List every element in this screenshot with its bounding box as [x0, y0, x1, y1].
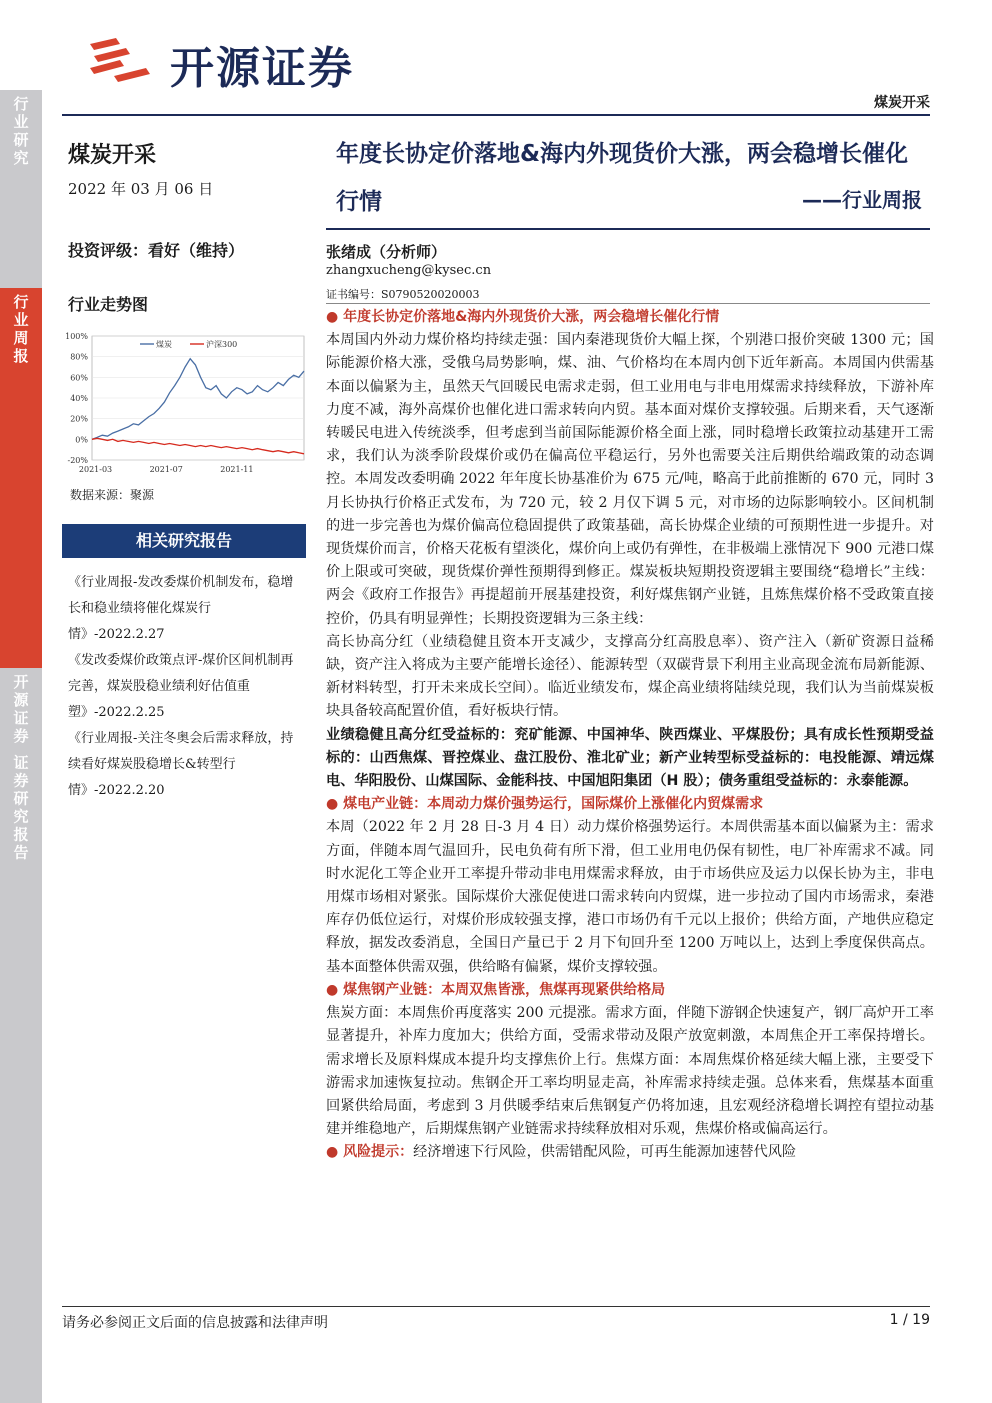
legend-label: 煤炭 [156, 340, 172, 349]
related-reports-title: 相关研究报告 [62, 524, 306, 558]
report-subtitle: ——行业周报 [802, 188, 922, 212]
industry-name: 煤炭开采 [68, 143, 157, 168]
y-tick-label: 0% [75, 435, 88, 445]
risk-section: ● 风险提示：经济增速下行风险，供需错配风险，可再生能源加速替代风险 [326, 1144, 797, 1161]
section-heading: ● 煤电产业链：本周动力煤价强势运行，国际煤价上涨催化内贸煤需求 [326, 796, 764, 813]
section-heading: ● 年度长协定价落地&海内外现货价大涨，两会稳增长催化行情 [326, 309, 720, 325]
footer-disclaimer: 请务必参阅正文后面的信息披露和法律声明 [62, 1315, 328, 1331]
analyst-email[interactable]: zhangxucheng@kysec.cn [326, 263, 492, 278]
report-title: 年度长协定价落地&海内外现货价大涨，两会稳增长催化行情 [336, 141, 909, 215]
side-strip-weekly: 行业周报 [0, 288, 42, 668]
x-tick-label: 2021-11 [220, 465, 254, 474]
y-tick-label: 80% [70, 352, 88, 362]
chart-source: 数据来源：聚源 [70, 488, 155, 502]
title-rule [326, 228, 930, 230]
y-tick-label: 100% [65, 332, 88, 341]
industry-trend-chart [60, 326, 310, 482]
related-reports-list [68, 570, 304, 804]
y-tick-label: 40% [70, 394, 88, 403]
section-paragraph: 本周（2022 年 2 月 28 日-3 月 4 日）动力煤价格强势运行。本周供需基本面以偏紧为主：需求方面，伴随本周气温回升，民电负荷有所下滑，但工业用电仍保有韧性，电厂补库需求不减。同时水泥化工等企业开工率提升带动非电用煤需求释放，由于市场供应及运力以保长协为主，非电用煤市场相对紧张。国际煤价大涨促使进口需求转向内贸煤，进一步拉动了国内市场需求，秦港库存仍低位运行，对煤价形成较强支撑，港口市场仍有千元以上报价；供给方面，产地供应稳定释放，据发改委消息，全国日产量已于 2 月下旬回升至 1200 万吨以上，达到上季度保供高点。基本面整体供需双强，供给略有偏紧，煤价支撑较强。 [326, 819, 934, 975]
header-rule [62, 114, 930, 116]
related-report-item[interactable]: 《行业周报-发改委煤价机制发布，稳增长和稳业绩将催化煤炭行情》-2022.2.27 [68, 575, 294, 642]
risk-text: 经济增速下行风险，供需错配风险，可再生能源加速替代风险 [413, 1144, 797, 1161]
report-date: 2022 年 03 月 06 日 [68, 180, 214, 198]
y-tick-label: 20% [70, 414, 88, 424]
section-paragraph: 焦炭方面：本周焦价再度落实 200 元提涨。需求方面，伴随下游钢企快速复产，钢厂高炉开工率显著提升，补库力度加大；供给方面，受需求带动及限产放宽刺激，本周焦企开工率保持增长。需求增长及原料煤成本提升均支撑焦价上行。焦煤方面：本周焦煤价格延续大幅上涨，主要受下游需求加速恢复拉动。焦钢企开工率均明显走高，补库需求持续走强。总体来看，焦煤基本面重回紧供给局面，考虑到 3 月供暖季结束后焦钢复产仍将加速，且宏观经济稳增长调控有望拉动基建并维稳地产，后期煤焦钢产业链需求持续释放相对乐观，焦煤价格或偏高运行。 [326, 1005, 934, 1138]
x-tick-label: 2021-03 [78, 465, 113, 474]
legend-label: 沪深300 [206, 340, 238, 349]
related-report-item[interactable]: 《行业周报-关注冬奥会后需求释放，持续看好煤炭股稳增长&转型行情》-2022.2.20 [68, 731, 294, 798]
side-strip-research: 行业研究 [0, 90, 42, 288]
section-paragraph: 高长协高分红（业绩稳健且资本开支减少，支撑高分红高股息率）、资产注入（新矿资源日益稀缺，资产注入将成为主要产能增长途径）、能源转型（双碳背景下利用主业高现金流布局新能源、新材料转型，打开未来成长空间）。临近业绩发布，煤企高业绩将陆续兑现，我们认为当前煤炭板块具备较高配置价值，看好板块行情。 [326, 633, 934, 720]
analyst-name: 张绪成（分析师） [326, 243, 447, 261]
cert-rule [326, 303, 930, 304]
y-tick-label: -20% [67, 456, 88, 465]
trend-chart-title: 行业走势图 [68, 295, 149, 314]
analyst-cert: 证书编号：S0790520020003 [326, 288, 480, 301]
header-category: 煤炭开采 [874, 95, 930, 111]
series-line-煤炭 [92, 359, 304, 440]
footer-rule [62, 1306, 930, 1307]
series-line-沪深300 [92, 438, 304, 454]
related-report-item[interactable]: 《发改委煤价政策点评-煤价区间机制再完善，煤炭股稳业绩利好估值重塑》-2022.2.25 [68, 653, 294, 720]
y-tick-label: 60% [70, 373, 88, 383]
section-paragraph: 本周国内外动力煤价格均持续走强：国内秦港现货价大幅上探，个别港口报价突破 1300 元；国际能源价格大涨，受俄乌局势影响，煤、油、气价格均在本周内创下近年新高。本周国内供需基本面以偏紧为主，虽然天气回暖民电需求走弱，但工业用电与非电用煤需求持续释放，下游补库力度不减，海外高煤价也催化进口需求转向内贸。基本面对煤价支撑较强。后期来看，天气逐渐转暖民电进入传统淡季，但考虑到当前国际能源价格全面上涨，同时稳增长政策拉动基建开工需求，我们认为淡季阶段煤价或仍在偏高位平稳运行，另外也需要关注后期供给端政策的动态调控。本周发改委明确 2022 年年度长协基准价为 675 元/吨，略高于此前推断的 670 元，同时 3 月长协执行价格正式发布，为 720 元，较 2 月仅下调 5 元，对市场的边际影响较小。区间机制的进一步完善也为煤价偏高位稳固提供了政策基础，高长协煤企业绩的可预期性进一步提升。对现货煤价而言，价格天花板有望淡化，煤价向上或仍有弹性，在非极端上涨情况下 900 元港口煤价上限或可突破，现货煤价弹性预期得到修正。煤炭板块短期投资逻辑主要围绕“稳增长”主线：两会《政府工作报告》再提超前开展基建投资，利好煤焦钢产业链，且炼焦煤价格不受政策直接控价，仍具有明显弹性；长期投资逻辑为三条主线： [326, 332, 934, 627]
section-paragraph-highlight: 业绩稳健且高分红受益标的：兖矿能源、中国神华、陕西煤业、平煤股份；具有成长性预期受益标的：山西焦煤、晋控煤业、盘江股份、淮北矿业；新产业转型标受益标的：电投能源、靖远煤电、华阳股份、山煤国际、金能科技、中国旭阳集团（H 股）；债务重组受益标的：永泰能源。 [326, 726, 934, 790]
section-heading: ● 煤焦钢产业链：本周双焦皆涨，焦煤再现紧供给格局 [326, 981, 666, 998]
investment-rating: 投资评级：看好（维持） [68, 241, 245, 260]
brand-name: 开源证券 [170, 43, 354, 94]
report-body [326, 306, 934, 1165]
page-number: 1 / 19 [889, 1312, 930, 1328]
side-strip-brand: 开源证券 证券研究报告 [0, 668, 42, 1403]
x-tick-label: 2021-07 [149, 465, 183, 474]
